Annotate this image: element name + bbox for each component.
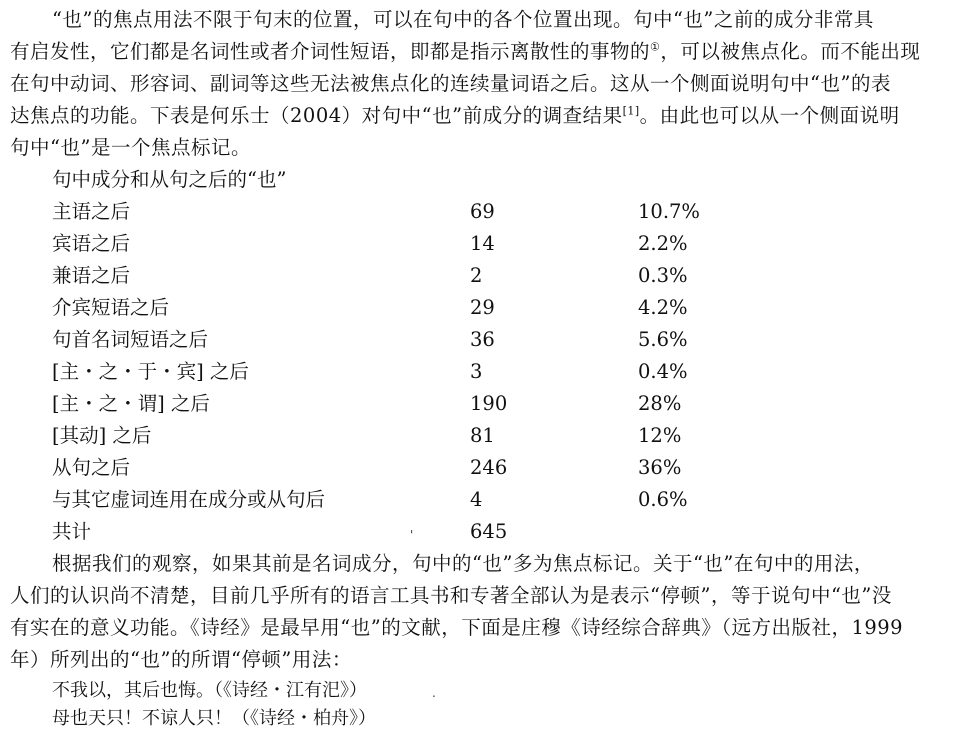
table-row xyxy=(52,420,812,452)
paragraph1-line4 xyxy=(10,100,950,131)
row-percent: 28% xyxy=(638,392,682,415)
paragraph1-line2 xyxy=(10,36,950,67)
row-percent: 4.2% xyxy=(638,296,688,319)
scan-speck-mark: . xyxy=(432,686,436,700)
table-row xyxy=(52,356,812,388)
paragraph1-line1 xyxy=(52,4,950,35)
paragraph1-line4-tail: 。由此也可以从一个侧面说明 xyxy=(639,104,900,127)
paragraph2-line3 xyxy=(10,612,950,643)
row-label: [主・之・于・宾] 之后 xyxy=(52,360,249,383)
paragraph1-line5-text: 句中“也”是一个焦点标记。 xyxy=(10,136,251,159)
table-row xyxy=(52,292,812,324)
paragraph1-line2-tail: ，可以被焦点化。而不能出现 xyxy=(660,40,921,63)
paragraph1-line3-text: 在句中动词、形容词、副词等这些无法被焦点化的连续量词语之后。这从一个侧面说明句中“也”的表 xyxy=(10,72,891,95)
row-count: 4 xyxy=(470,488,483,511)
row-label: 主语之后 xyxy=(52,200,131,223)
scan-speck-mark: ' xyxy=(410,528,414,542)
row-percent: 0.4% xyxy=(638,360,688,383)
row-label: 与其它虚词连用在成分或从句后 xyxy=(52,488,326,511)
row-percent: 0.6% xyxy=(638,488,688,511)
row-count: 190 xyxy=(470,392,508,415)
row-label: 共计 xyxy=(52,520,92,543)
row-percent: 5.6% xyxy=(638,328,688,351)
paragraph1-line2-text: 有启发性，它们都是名词性或者介词性短语，即都是指示离散性的事物的 xyxy=(10,40,651,63)
paragraph1-line4-text: 达焦点的功能。下表是何乐士（2004）对句中“也”前成分的调查结果 xyxy=(10,104,623,127)
row-label: 介宾短语之后 xyxy=(52,296,170,319)
row-percent: 12% xyxy=(638,424,682,447)
table-row xyxy=(52,260,812,292)
table-row xyxy=(52,228,812,260)
row-percent: 10.7% xyxy=(638,200,700,223)
row-count: 69 xyxy=(470,200,495,223)
table-row-total xyxy=(52,516,812,548)
paragraph1-line5 xyxy=(10,132,950,163)
paragraph1-line1-text: “也”的焦点用法不限于句末的位置，可以在句中的各个位置出现。句中“也”之前的成分非常具 xyxy=(52,8,874,31)
row-label: 句首名词短语之后 xyxy=(52,328,209,351)
row-label: [其动] 之后 xyxy=(52,424,152,447)
row-count: 246 xyxy=(470,456,508,479)
paragraph2-line1-text: 根据我们的观察，如果其前是名词成分，句中的“也”多为焦点标记。关于“也”在句中的用法， xyxy=(52,552,874,575)
paragraph2-line1 xyxy=(52,548,950,579)
table-row xyxy=(52,388,812,420)
table-row xyxy=(52,484,812,516)
row-percent: 36% xyxy=(638,456,682,479)
row-label: 从句之后 xyxy=(52,456,131,479)
row-count: 36 xyxy=(470,328,495,351)
paragraph2-line4 xyxy=(10,644,950,675)
row-label: [主・之・谓] 之后 xyxy=(52,392,210,415)
row-count: 3 xyxy=(470,360,483,383)
row-count: 29 xyxy=(470,296,495,319)
row-percent: 2.2% xyxy=(638,232,688,255)
row-count: 81 xyxy=(470,424,495,447)
table-row xyxy=(52,196,812,228)
paragraph2-line4-text: 年）所列出的“也”的所谓“停顿”用法： xyxy=(10,648,352,671)
citation-mark[interactable]: [1] xyxy=(622,104,640,118)
example-quote-2: 母也天只！不谅人只！（《诗经・柏舟》） xyxy=(52,708,376,729)
row-label: 宾语之后 xyxy=(52,232,131,255)
row-count: 14 xyxy=(470,232,495,255)
paragraph2-line3-text: 有实在的意义功能。《诗经》是最早用“也”的文献，下面是庄穆《诗经综合辞典》（远方出版社，1999 xyxy=(10,616,904,639)
survey-table xyxy=(52,196,812,548)
table-title: 句中成分和从句之后的“也” xyxy=(52,168,287,191)
paragraph2-line2 xyxy=(10,580,950,611)
paragraph1-line3 xyxy=(10,68,950,99)
footnote-mark[interactable]: ① xyxy=(650,40,661,54)
paragraph2-line2-text: 人们的认识尚不清楚，目前几乎所有的语言工具书和专著全部认为是表示“停顿”，等于说句中“也”没 xyxy=(10,584,892,607)
row-count: 645 xyxy=(470,520,508,543)
example-quote-1: 不我以，其后也悔。（《诗经・江有汜》） xyxy=(52,680,367,701)
table-row xyxy=(52,452,812,484)
row-percent: 0.3% xyxy=(638,264,688,287)
table-row xyxy=(52,324,812,356)
row-count: 2 xyxy=(470,264,483,287)
row-label: 兼语之后 xyxy=(52,264,131,287)
